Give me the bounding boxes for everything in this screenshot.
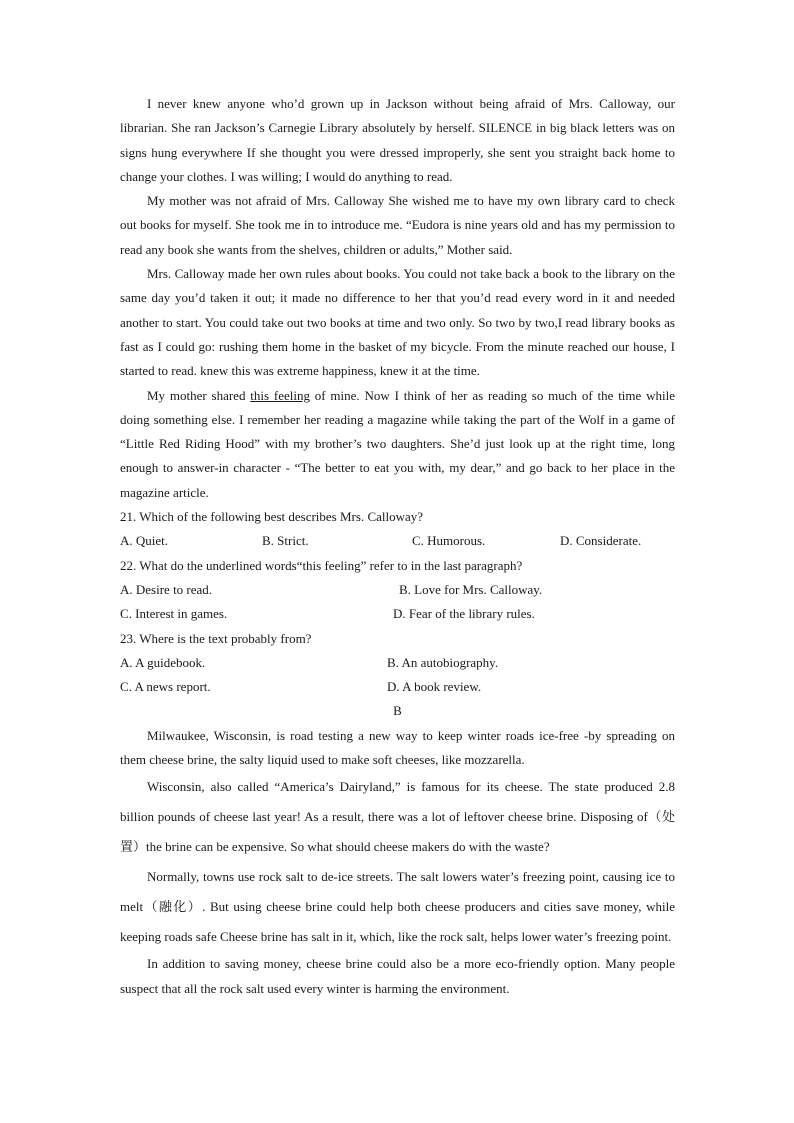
q22-option-d: D. Fear of the library rules. [393,606,535,622]
question-22-options-row1 [120,578,675,602]
q22-option-a: A. Desire to read. [120,581,213,597]
question-23-options-row1 [120,651,675,675]
passage-a-paragraph-1: I never knew anyone who’d grown up in Jackson without being afraid of Mrs. Calloway, our librarian. She ran Jackson’s Carnegie Library absolutely by herself. SILENCE in big black letters was on signs hung everywhere If she thought you were dressed improperly, she sent you straight back home to change your clothes. I was willing; I would do anything to read. [120,96,675,184]
passage-b-paragraph-1: Milwaukee, Wisconsin, is road testing a new way to keep winter roads ice-free -by spreading on them cheese brine, the salty liquid used to make soft cheeses, like mozzarella. [120,727,675,768]
passage-b-paragraph-2: Wisconsin, also called “America’s Dairyland,” is famous for its cheese. The state produced 2.8 billion pounds of cheese last year! As a result, there was a lot of leftover cheese brine. Disposing of（处置）the brine can be expensive. So what should cheese makers do with the waste? [120,779,675,855]
question-22-options-row2 [120,602,675,626]
q23-option-b: B. An autobiography. [387,654,499,670]
passage-a-paragraph-4 [120,384,675,505]
question-22-stem: 22. What do the underlined words“this feeling” refer to in the last paragraph? [120,557,523,573]
q23-option-d: D. A book review. [387,679,482,695]
q21-option-c: C. Humorous. [412,533,486,549]
question-21-options [120,529,675,553]
section-b-heading: B [393,703,402,719]
para4-text-before: My mother shared [147,387,251,403]
question-23-stem: 23. Where is the text probably from? [120,630,312,646]
q21-option-d: D. Considerate. [560,533,642,549]
question-21-stem: 21. Which of the following best describes Mrs. Calloway? [120,509,424,525]
q22-option-c: C. Interest in games. [120,606,228,622]
passage-a-paragraph-2: My mother was not afraid of Mrs. Calloway She wished me to have my own library card to check out books for myself. She took me in to introduce me. “Eudora is nine years old and has my permission to read any book she wants from the shelves, children or adults,” Mother said. [120,193,675,257]
passage-a-paragraph-3: Mrs. Calloway made her own rules about books. You could not take back a book to the library on the same day you’d taken it out; it made no difference to her that you’d read every word in it and needed another to start. You could take out two books at time and two only. So two by two,I read library books as fast as I could go: rushing them home in the basket of my bicycle. From the minute reached our house, I started to read. knew this was extreme happiness, knew it at the time. [120,266,675,379]
q23-option-a: A. A guidebook. [120,654,206,670]
q22-option-b: B. Love for Mrs. Calloway. [399,581,543,597]
exam-page [120,92,675,1001]
passage-b-paragraph-3: Normally, towns use rock salt to de-ice streets. The salt lowers water’s freezing point, causing ice to melt（融化）. But using cheese brine could help both cheese producers and cities save money, while keeping roads safe Cheese brine has salt in it, which, like the rock salt, helps lower water’s freezing point. [120,869,675,945]
q21-option-b: B. Strict. [262,533,309,549]
para4-text-after: of mine. Now I think of her as reading so much of the time while doing something else. I remember her reading a magazine while taking the part of the Wolf in a game of “Little Red Riding Hood” with my brother’s two daughters. She’d just look up at the right time, long enough to answer-in character - “The better to eat you with, my dear,” and go back to her place in the magazine article. [120,387,675,500]
underlined-phrase: this feeling [250,387,310,403]
q21-option-a: A. Quiet. [120,533,169,549]
question-23-options-row2 [120,675,675,699]
q23-option-c: C. A news report. [120,679,211,695]
passage-b-paragraph-4: In addition to saving money, cheese brine could also be a more eco-friendly option. Many people suspect that all the rock salt used every winter is harming the environment. [120,956,675,996]
